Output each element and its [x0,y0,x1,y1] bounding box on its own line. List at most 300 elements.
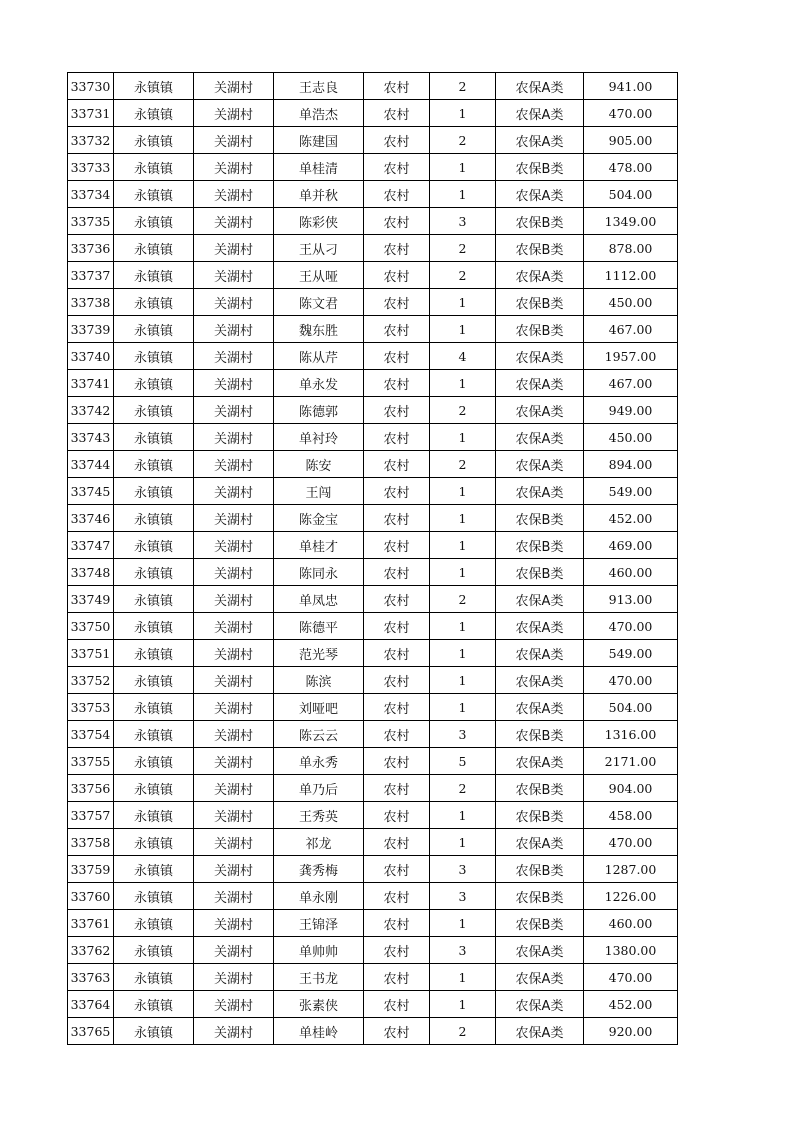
name-cell: 单永刚 [274,883,364,910]
village-cell: 关湖村 [194,613,274,640]
insurance-category-cell: 农保B类 [496,910,584,937]
town-cell: 永镇镇 [114,181,194,208]
table-row [68,262,678,289]
table-row [68,451,678,478]
insurance-category-cell: 农保A类 [496,991,584,1018]
amount-cell: 504.00 [584,694,678,721]
insurance-category-cell: 农保A类 [496,370,584,397]
record-id-cell: 33750 [68,613,114,640]
household-type-cell: 农村 [364,505,430,532]
town-cell: 永镇镇 [114,829,194,856]
town-cell: 永镇镇 [114,424,194,451]
amount-cell: 920.00 [584,1018,678,1045]
amount-cell: 1316.00 [584,721,678,748]
record-id-cell: 33752 [68,667,114,694]
family-size-cell: 1 [430,289,496,316]
insurance-category-cell: 农保B类 [496,235,584,262]
insurance-category-cell: 农保A类 [496,667,584,694]
family-size-cell: 3 [430,856,496,883]
household-type-cell: 农村 [364,316,430,343]
town-cell: 永镇镇 [114,667,194,694]
village-cell: 关湖村 [194,127,274,154]
amount-cell: 470.00 [584,613,678,640]
name-cell: 单凤忠 [274,586,364,613]
table-row [68,910,678,937]
name-cell: 单衬玲 [274,424,364,451]
amount-cell: 1287.00 [584,856,678,883]
amount-cell: 450.00 [584,289,678,316]
household-type-cell: 农村 [364,721,430,748]
name-cell: 陈从芹 [274,343,364,370]
table-row [68,127,678,154]
table-row [68,235,678,262]
household-type-cell: 农村 [364,181,430,208]
amount-cell: 478.00 [584,154,678,181]
town-cell: 永镇镇 [114,856,194,883]
village-cell: 关湖村 [194,505,274,532]
record-id-cell: 33755 [68,748,114,775]
town-cell: 永镇镇 [114,262,194,289]
town-cell: 永镇镇 [114,154,194,181]
record-id-cell: 33749 [68,586,114,613]
amount-cell: 1957.00 [584,343,678,370]
table-row [68,505,678,532]
family-size-cell: 2 [430,73,496,100]
village-cell: 关湖村 [194,1018,274,1045]
household-type-cell: 农村 [364,856,430,883]
amount-cell: 1112.00 [584,262,678,289]
village-cell: 关湖村 [194,829,274,856]
family-size-cell: 1 [430,532,496,559]
record-id-cell: 33742 [68,397,114,424]
village-cell: 关湖村 [194,775,274,802]
amount-cell: 504.00 [584,181,678,208]
village-cell: 关湖村 [194,856,274,883]
name-cell: 王闯 [274,478,364,505]
household-type-cell: 农村 [364,910,430,937]
family-size-cell: 1 [430,640,496,667]
village-cell: 关湖村 [194,532,274,559]
family-size-cell: 1 [430,181,496,208]
household-type-cell: 农村 [364,613,430,640]
family-size-cell: 1 [430,910,496,937]
record-id-cell: 33763 [68,964,114,991]
family-size-cell: 2 [430,586,496,613]
record-id-cell: 33764 [68,991,114,1018]
town-cell: 永镇镇 [114,775,194,802]
village-cell: 关湖村 [194,910,274,937]
household-type-cell: 农村 [364,100,430,127]
insurance-category-cell: 农保B类 [496,559,584,586]
name-cell: 王锦泽 [274,910,364,937]
household-type-cell: 农村 [364,235,430,262]
household-type-cell: 农村 [364,802,430,829]
amount-cell: 470.00 [584,100,678,127]
table-row [68,829,678,856]
household-type-cell: 农村 [364,964,430,991]
household-type-cell: 农村 [364,370,430,397]
record-id-cell: 33745 [68,478,114,505]
record-id-cell: 33731 [68,100,114,127]
village-cell: 关湖村 [194,208,274,235]
table-body [68,73,678,1045]
family-size-cell: 1 [430,370,496,397]
family-size-cell: 1 [430,154,496,181]
insurance-category-cell: 农保A类 [496,829,584,856]
name-cell: 刘哑吧 [274,694,364,721]
insurance-category-cell: 农保B类 [496,802,584,829]
family-size-cell: 1 [430,100,496,127]
town-cell: 永镇镇 [114,127,194,154]
family-size-cell: 5 [430,748,496,775]
insurance-category-cell: 农保B类 [496,775,584,802]
household-type-cell: 农村 [364,127,430,154]
record-id-cell: 33741 [68,370,114,397]
insurance-category-cell: 农保A类 [496,586,584,613]
village-cell: 关湖村 [194,370,274,397]
family-size-cell: 1 [430,991,496,1018]
record-id-cell: 33747 [68,532,114,559]
table-row [68,397,678,424]
family-size-cell: 1 [430,964,496,991]
name-cell: 陈文君 [274,289,364,316]
amount-cell: 467.00 [584,316,678,343]
data-table [67,72,678,1045]
town-cell: 永镇镇 [114,316,194,343]
record-id-cell: 33739 [68,316,114,343]
insurance-category-cell: 农保A类 [496,1018,584,1045]
table-row [68,208,678,235]
town-cell: 永镇镇 [114,289,194,316]
household-type-cell: 农村 [364,289,430,316]
village-cell: 关湖村 [194,343,274,370]
family-size-cell: 1 [430,694,496,721]
record-id-cell: 33754 [68,721,114,748]
village-cell: 关湖村 [194,316,274,343]
family-size-cell: 1 [430,478,496,505]
record-id-cell: 33734 [68,181,114,208]
family-size-cell: 2 [430,262,496,289]
insurance-category-cell: 农保B类 [496,316,584,343]
name-cell: 陈德郭 [274,397,364,424]
table-row [68,532,678,559]
family-size-cell: 1 [430,316,496,343]
name-cell: 王书龙 [274,964,364,991]
record-id-cell: 33740 [68,343,114,370]
name-cell: 张素侠 [274,991,364,1018]
village-cell: 关湖村 [194,478,274,505]
record-id-cell: 33736 [68,235,114,262]
record-id-cell: 33762 [68,937,114,964]
amount-cell: 469.00 [584,532,678,559]
household-type-cell: 农村 [364,883,430,910]
table-row [68,181,678,208]
town-cell: 永镇镇 [114,964,194,991]
town-cell: 永镇镇 [114,100,194,127]
family-size-cell: 1 [430,667,496,694]
insurance-category-cell: 农保A类 [496,748,584,775]
table-row [68,667,678,694]
insurance-category-cell: 农保A类 [496,127,584,154]
table-row [68,991,678,1018]
amount-cell: 905.00 [584,127,678,154]
record-id-cell: 33760 [68,883,114,910]
name-cell: 陈安 [274,451,364,478]
insurance-category-cell: 农保A类 [496,424,584,451]
family-size-cell: 3 [430,208,496,235]
name-cell: 单桂岭 [274,1018,364,1045]
table-row [68,343,678,370]
family-size-cell: 2 [430,775,496,802]
household-type-cell: 农村 [364,424,430,451]
family-size-cell: 2 [430,127,496,154]
name-cell: 王从刁 [274,235,364,262]
village-cell: 关湖村 [194,73,274,100]
town-cell: 永镇镇 [114,73,194,100]
name-cell: 单乃后 [274,775,364,802]
family-size-cell: 2 [430,451,496,478]
village-cell: 关湖村 [194,559,274,586]
household-type-cell: 农村 [364,748,430,775]
household-type-cell: 农村 [364,451,430,478]
household-type-cell: 农村 [364,343,430,370]
insurance-category-cell: 农保B类 [496,289,584,316]
record-id-cell: 33743 [68,424,114,451]
town-cell: 永镇镇 [114,991,194,1018]
family-size-cell: 2 [430,235,496,262]
household-type-cell: 农村 [364,262,430,289]
table-row [68,613,678,640]
insurance-category-cell: 农保A类 [496,640,584,667]
record-id-cell: 33761 [68,910,114,937]
record-id-cell: 33758 [68,829,114,856]
household-type-cell: 农村 [364,154,430,181]
table-row [68,154,678,181]
name-cell: 陈云云 [274,721,364,748]
record-id-cell: 33732 [68,127,114,154]
family-size-cell: 2 [430,397,496,424]
town-cell: 永镇镇 [114,586,194,613]
name-cell: 王志良 [274,73,364,100]
table-row [68,802,678,829]
record-id-cell: 33759 [68,856,114,883]
record-id-cell: 33738 [68,289,114,316]
insurance-category-cell: 农保A类 [496,100,584,127]
insurance-category-cell: 农保B类 [496,883,584,910]
village-cell: 关湖村 [194,289,274,316]
village-cell: 关湖村 [194,100,274,127]
amount-cell: 941.00 [584,73,678,100]
insurance-category-cell: 农保B类 [496,856,584,883]
record-id-cell: 33737 [68,262,114,289]
town-cell: 永镇镇 [114,694,194,721]
table-row [68,721,678,748]
household-type-cell: 农村 [364,478,430,505]
name-cell: 单帅帅 [274,937,364,964]
family-size-cell: 4 [430,343,496,370]
insurance-category-cell: 农保A类 [496,451,584,478]
village-cell: 关湖村 [194,883,274,910]
insurance-category-cell: 农保B类 [496,721,584,748]
household-type-cell: 农村 [364,694,430,721]
table-row [68,856,678,883]
insurance-category-cell: 农保B类 [496,154,584,181]
amount-cell: 460.00 [584,910,678,937]
household-type-cell: 农村 [364,1018,430,1045]
household-type-cell: 农村 [364,991,430,1018]
amount-cell: 1380.00 [584,937,678,964]
amount-cell: 949.00 [584,397,678,424]
village-cell: 关湖村 [194,586,274,613]
amount-cell: 1349.00 [584,208,678,235]
table-row [68,289,678,316]
insurance-category-cell: 农保B类 [496,208,584,235]
table-row [68,478,678,505]
town-cell: 永镇镇 [114,235,194,262]
name-cell: 王秀英 [274,802,364,829]
town-cell: 永镇镇 [114,559,194,586]
name-cell: 单永秀 [274,748,364,775]
table-row [68,424,678,451]
town-cell: 永镇镇 [114,613,194,640]
table-row [68,370,678,397]
name-cell: 魏东胜 [274,316,364,343]
insurance-category-cell: 农保A类 [496,964,584,991]
village-cell: 关湖村 [194,964,274,991]
family-size-cell: 1 [430,559,496,586]
village-cell: 关湖村 [194,451,274,478]
amount-cell: 878.00 [584,235,678,262]
village-cell: 关湖村 [194,640,274,667]
town-cell: 永镇镇 [114,343,194,370]
name-cell: 龚秀梅 [274,856,364,883]
family-size-cell: 3 [430,937,496,964]
amount-cell: 452.00 [584,991,678,1018]
insurance-category-cell: 农保A类 [496,478,584,505]
household-type-cell: 农村 [364,667,430,694]
record-id-cell: 33757 [68,802,114,829]
name-cell: 王从哑 [274,262,364,289]
insurance-category-cell: 农保A类 [496,613,584,640]
village-cell: 关湖村 [194,424,274,451]
insurance-category-cell: 农保A类 [496,694,584,721]
family-size-cell: 2 [430,1018,496,1045]
insurance-category-cell: 农保A类 [496,343,584,370]
town-cell: 永镇镇 [114,748,194,775]
insurance-category-cell: 农保A类 [496,397,584,424]
amount-cell: 549.00 [584,478,678,505]
amount-cell: 1226.00 [584,883,678,910]
record-id-cell: 33748 [68,559,114,586]
name-cell: 陈滨 [274,667,364,694]
town-cell: 永镇镇 [114,208,194,235]
household-type-cell: 农村 [364,775,430,802]
family-size-cell: 3 [430,883,496,910]
insurance-category-cell: 农保A类 [496,937,584,964]
insurance-category-cell: 农保A类 [496,73,584,100]
family-size-cell: 1 [430,505,496,532]
name-cell: 陈金宝 [274,505,364,532]
town-cell: 永镇镇 [114,937,194,964]
table-row [68,937,678,964]
town-cell: 永镇镇 [114,1018,194,1045]
name-cell: 单浩杰 [274,100,364,127]
table-row [68,694,678,721]
record-id-cell: 33756 [68,775,114,802]
household-type-cell: 农村 [364,559,430,586]
family-size-cell: 3 [430,721,496,748]
town-cell: 永镇镇 [114,721,194,748]
insurance-category-cell: 农保A类 [496,181,584,208]
amount-cell: 470.00 [584,667,678,694]
name-cell: 陈德平 [274,613,364,640]
table-row [68,100,678,127]
village-cell: 关湖村 [194,748,274,775]
amount-cell: 904.00 [584,775,678,802]
town-cell: 永镇镇 [114,532,194,559]
insurance-category-cell: 农保B类 [496,505,584,532]
household-type-cell: 农村 [364,829,430,856]
town-cell: 永镇镇 [114,478,194,505]
record-id-cell: 33765 [68,1018,114,1045]
table-row [68,964,678,991]
village-cell: 关湖村 [194,181,274,208]
record-id-cell: 33735 [68,208,114,235]
name-cell: 单桂清 [274,154,364,181]
village-cell: 关湖村 [194,802,274,829]
table-row [68,73,678,100]
record-id-cell: 33730 [68,73,114,100]
village-cell: 关湖村 [194,667,274,694]
name-cell: 陈建国 [274,127,364,154]
table-row [68,1018,678,1045]
household-type-cell: 农村 [364,640,430,667]
village-cell: 关湖村 [194,694,274,721]
name-cell: 单永发 [274,370,364,397]
amount-cell: 894.00 [584,451,678,478]
town-cell: 永镇镇 [114,910,194,937]
record-id-cell: 33746 [68,505,114,532]
town-cell: 永镇镇 [114,640,194,667]
table-row [68,748,678,775]
insurance-category-cell: 农保B类 [496,532,584,559]
name-cell: 陈同永 [274,559,364,586]
table-row [68,883,678,910]
name-cell: 祁龙 [274,829,364,856]
town-cell: 永镇镇 [114,505,194,532]
amount-cell: 913.00 [584,586,678,613]
name-cell: 范光琴 [274,640,364,667]
town-cell: 永镇镇 [114,883,194,910]
table-row [68,316,678,343]
amount-cell: 470.00 [584,964,678,991]
insurance-category-cell: 农保A类 [496,262,584,289]
village-cell: 关湖村 [194,397,274,424]
amount-cell: 549.00 [584,640,678,667]
amount-cell: 460.00 [584,559,678,586]
household-type-cell: 农村 [364,937,430,964]
town-cell: 永镇镇 [114,397,194,424]
record-id-cell: 33753 [68,694,114,721]
amount-cell: 2171.00 [584,748,678,775]
record-id-cell: 33744 [68,451,114,478]
amount-cell: 470.00 [584,829,678,856]
amount-cell: 450.00 [584,424,678,451]
table-row [68,559,678,586]
record-id-cell: 33751 [68,640,114,667]
amount-cell: 467.00 [584,370,678,397]
table-row [68,775,678,802]
